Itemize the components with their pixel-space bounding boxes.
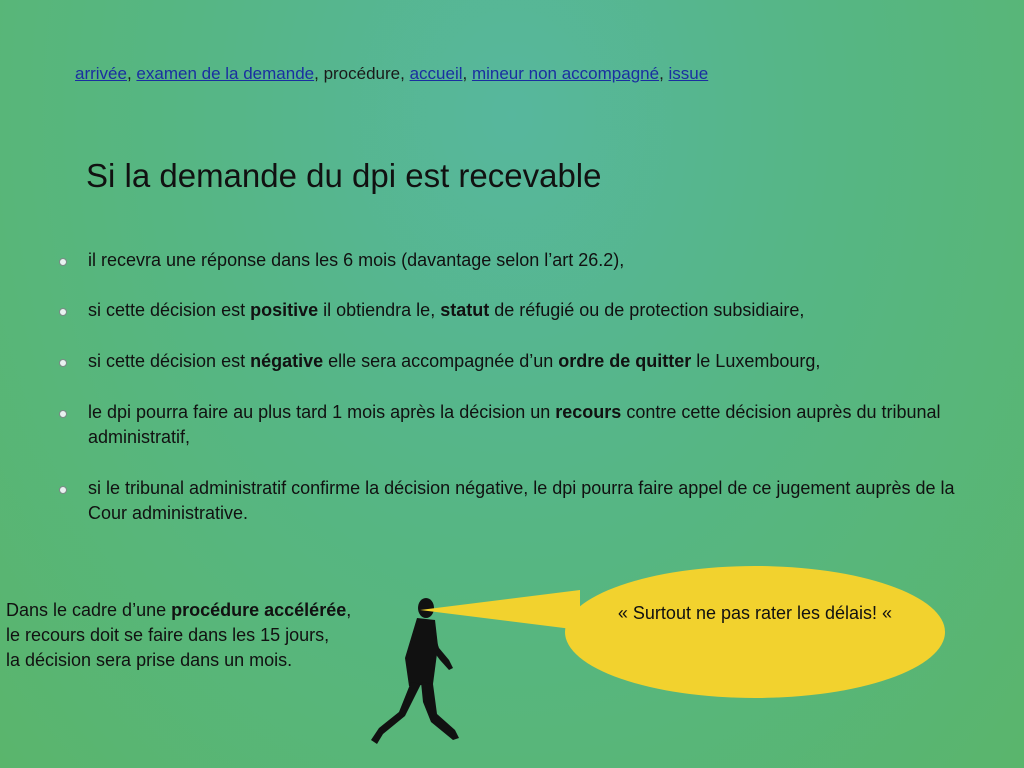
speech-bubble-text: « Surtout ne pas rater les délais! « [617,603,893,623]
bullet-icon [59,308,67,316]
text-run: il obtiendra le, [318,300,441,320]
breadcrumb-separator: , [659,64,669,83]
bullet-item [55,400,955,450]
speech-bubble [565,566,945,698]
text-run: le dpi pourra faire au plus tard 1 mois après la décision un [88,402,556,422]
text-run: Dans le cadre d’une [6,600,172,620]
breadcrumb-item[interactable]: mineur non accompagné [471,64,660,83]
text-run: si cette décision est [88,300,251,320]
emphasized-text: recours [555,402,622,422]
text-run: elle sera accompagnée d’un [323,351,559,371]
breadcrumb-item[interactable]: accueil [409,64,463,83]
bullet-icon [59,410,67,418]
bullet-item [55,476,955,526]
breadcrumb [75,64,708,84]
breadcrumb-item[interactable]: arrivée [75,64,127,83]
page-title: Si la demande du dpi est recevable [86,157,602,194]
text-run: le recours doit se faire dans les 15 jours, [6,625,330,645]
breadcrumb-separator: , [314,64,324,83]
emphasized-text: statut [440,300,490,320]
accelerated-procedure-note [6,598,426,673]
bullet-icon [59,486,67,494]
bullet-icon [59,258,67,266]
bullet-item [55,349,955,374]
breadcrumb-item[interactable]: issue [668,64,709,83]
bullet-item [55,298,955,323]
text-run: si le tribunal administratif confirme la décision négative, le dpi pourra faire appel de ce jugement auprès de la Cour administrative. [88,478,955,523]
bullet-item [55,248,955,273]
text-run: la décision sera prise dans un mois. [6,650,293,670]
breadcrumb-separator: , [462,64,472,83]
text-run: si cette décision est [88,351,251,371]
text-run: de réfugié ou de protection subsidiaire, [489,300,805,320]
text-run: contre cette décision auprès du tribunal administratif, [88,402,941,447]
emphasized-text: positive [250,300,319,320]
breadcrumb-separator: , [126,64,137,83]
text-run: , [346,600,352,620]
emphasized-text: négative [250,351,324,371]
bullet-text [88,250,624,270]
breadcrumb-separator: , [400,64,410,83]
emphasized-text: procédure accélérée [171,600,347,620]
breadcrumb-item[interactable]: examen de la demande [136,64,315,83]
text-run: le Luxembourg, [691,351,821,371]
bullet-text [88,300,804,320]
bullet-text [88,402,941,447]
bullet-text [88,351,820,371]
emphasized-text: ordre de quitter [558,351,692,371]
bullet-icon [59,359,67,367]
text-run: il recevra une réponse dans les 6 mois (davantage selon l’art 26.2), [88,250,625,270]
bullet-text [88,478,955,523]
breadcrumb-item: procédure [323,64,401,83]
speech-bubble-tail [420,580,580,640]
